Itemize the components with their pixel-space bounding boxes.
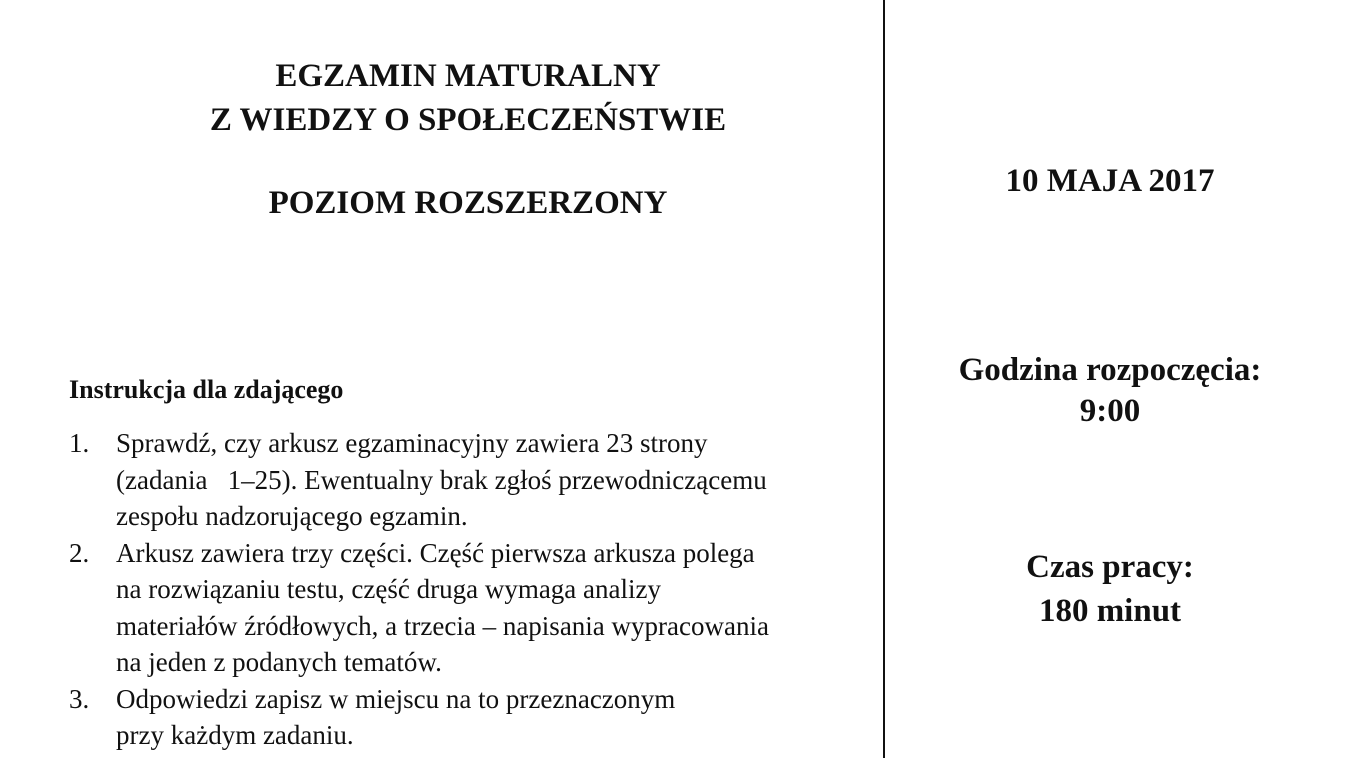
instruction-line: przy każdym zadaniu.	[116, 720, 354, 750]
start-time-label: Godzina rozpoczęcia:	[958, 352, 1262, 388]
instruction-line: Arkusz zawiera trzy części. Część pierwsza arkusza polega	[116, 537, 755, 568]
instruction-number: 2.	[69, 537, 90, 568]
instruction-item	[69, 425, 869, 535]
instruction-line: Odpowiedzi zapisz w miejscu na to przeznaczonym	[116, 683, 676, 714]
duration-block	[885, 545, 1335, 633]
duration-value: 180 minut	[1038, 593, 1182, 629]
instruction-number: 3.	[69, 683, 90, 714]
exam-date	[885, 159, 1335, 203]
instructions-list	[69, 425, 869, 754]
exam-title-line-2: Z WIEDZY O SPOŁECZEŃSTWIE	[209, 102, 727, 138]
instructions-heading: Instrukcja dla zdającego	[69, 375, 344, 404]
instruction-line: Sprawdź, czy arkusz egzaminacyjny zawiera 23 strony	[116, 428, 708, 458]
start-time-block	[885, 350, 1335, 432]
instruction-line: (zadania 1–25). Ewentualny brak zgłoś przewodniczącemu	[116, 464, 767, 495]
exam-title	[0, 54, 936, 142]
instruction-line: materiałów źródłowych, a trzecia – napisania wypracowania	[116, 610, 769, 641]
instruction-line: zespołu nadzorującego egzamin.	[116, 501, 468, 531]
duration-label: Czas pracy:	[1026, 549, 1194, 585]
instruction-item	[69, 535, 869, 681]
start-time-value: 9:00	[1079, 393, 1141, 429]
instruction-line: na rozwiązaniu testu, część druga wymaga analizy	[116, 574, 661, 604]
exam-level: POZIOM ROZSZERZONY	[268, 185, 668, 221]
exam-title-line-1: EGZAMIN MATURALNY	[275, 58, 661, 94]
instruction-line: na jeden z podanych tematów.	[116, 647, 442, 677]
instruction-item	[69, 681, 869, 754]
exam-date-text: 10 MAJA 2017	[1005, 163, 1215, 199]
instruction-number: 1.	[69, 428, 90, 458]
right-column	[885, 0, 1360, 758]
